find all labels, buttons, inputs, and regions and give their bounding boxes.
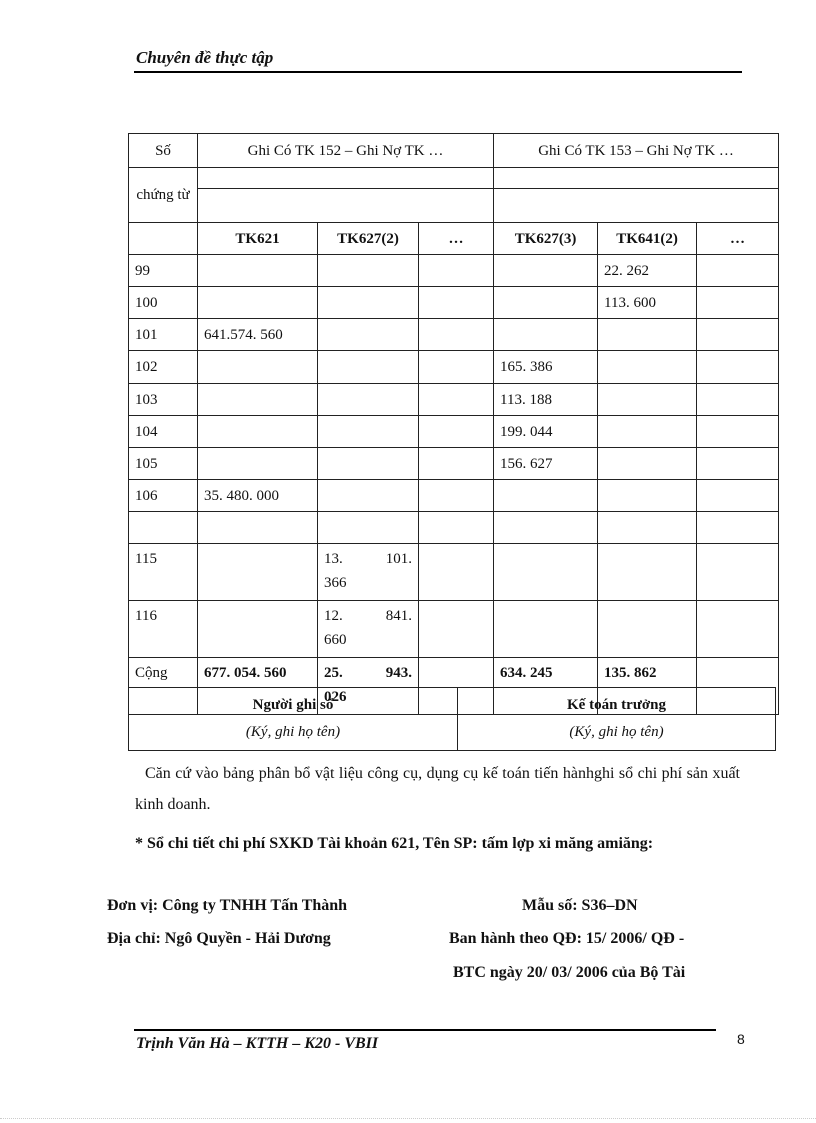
header-group-152: Ghi Có TK 152 – Ghi Nợ TK …	[198, 134, 494, 168]
table-row: 102 165. 386	[129, 351, 779, 384]
table-row: 105 156. 627	[129, 448, 779, 480]
footer-rule	[134, 1029, 716, 1031]
table-row: 106 35. 480. 000	[129, 480, 779, 512]
header-rule	[134, 71, 742, 73]
table-row: 99 22. 262	[129, 255, 779, 287]
subcol-tk627-2: TK627(2)	[318, 223, 419, 255]
page-header-title: Chuyên đề thực tập	[136, 48, 274, 67]
mau-so: Mẫu số: S36–DN	[522, 897, 638, 914]
table-row	[129, 512, 779, 544]
page-bottom-border	[0, 1118, 816, 1119]
total-tk627-2: 25. 943. 026	[318, 658, 419, 715]
subcol-tk641-2: TK641(2)	[598, 223, 697, 255]
dia-chi: Địa chỉ: Ngô Quyền - Hải Dương	[107, 930, 331, 947]
page-number: 8	[737, 1031, 745, 1047]
total-tk621: 677. 054. 560	[198, 658, 318, 715]
table-row: 103 113. 188	[129, 384, 779, 416]
ban-hanh: Ban hành theo QĐ: 15/ 2006/ QĐ -	[449, 930, 685, 947]
signature-left: Người ghi sổ (Ký, ghi họ tên)	[129, 688, 458, 751]
btc-line: BTC ngày 20/ 03/ 2006 của Bộ Tài	[453, 964, 686, 981]
don-vi: Đơn vị: Công ty TNHH Tấn Thành	[107, 897, 348, 914]
table-row: 101 641.574. 560	[129, 319, 779, 351]
table-row: 116 12. 841. 660	[129, 601, 779, 658]
table-row: 104 199. 044	[129, 416, 779, 448]
subcol-ellipsis-2: …	[697, 223, 779, 255]
subcol-tk627-3: TK627(3)	[494, 223, 598, 255]
total-label: Cộng	[129, 658, 198, 715]
subcol-ellipsis-1: …	[419, 223, 494, 255]
table-row: 115 13. 101. 366	[129, 544, 779, 601]
subcol-tk621: TK621	[198, 223, 318, 255]
total-tk641-2: 135. 862	[598, 658, 697, 715]
header-chung-tu: chứng từ	[129, 168, 198, 223]
footer-author: Trịnh Văn Hà – KTTH – K20 - VBII	[136, 1035, 379, 1052]
total-tk627-3: 634. 245	[494, 658, 598, 715]
table-row: 100 113. 600	[129, 287, 779, 319]
signature-table	[128, 687, 776, 751]
header-so: Số	[129, 134, 198, 168]
header-group-153: Ghi Có TK 153 – Ghi Nợ TK …	[494, 134, 779, 168]
ledger-table	[128, 133, 779, 715]
section-heading: * Sổ chi tiết chi phí SXKD Tài khoản 621, Tên SP: tấm lợp xi măng amiăng:	[135, 835, 654, 852]
signature-right: Kế toán trưởng (Ký, ghi họ tên)	[458, 688, 776, 751]
intro-paragraph: Căn cứ vào bảng phân bổ vật liệu công cụ, dụng cụ kế toán tiến hànhghi sổ chi phí sản xuất kinh doanh.	[135, 765, 740, 813]
